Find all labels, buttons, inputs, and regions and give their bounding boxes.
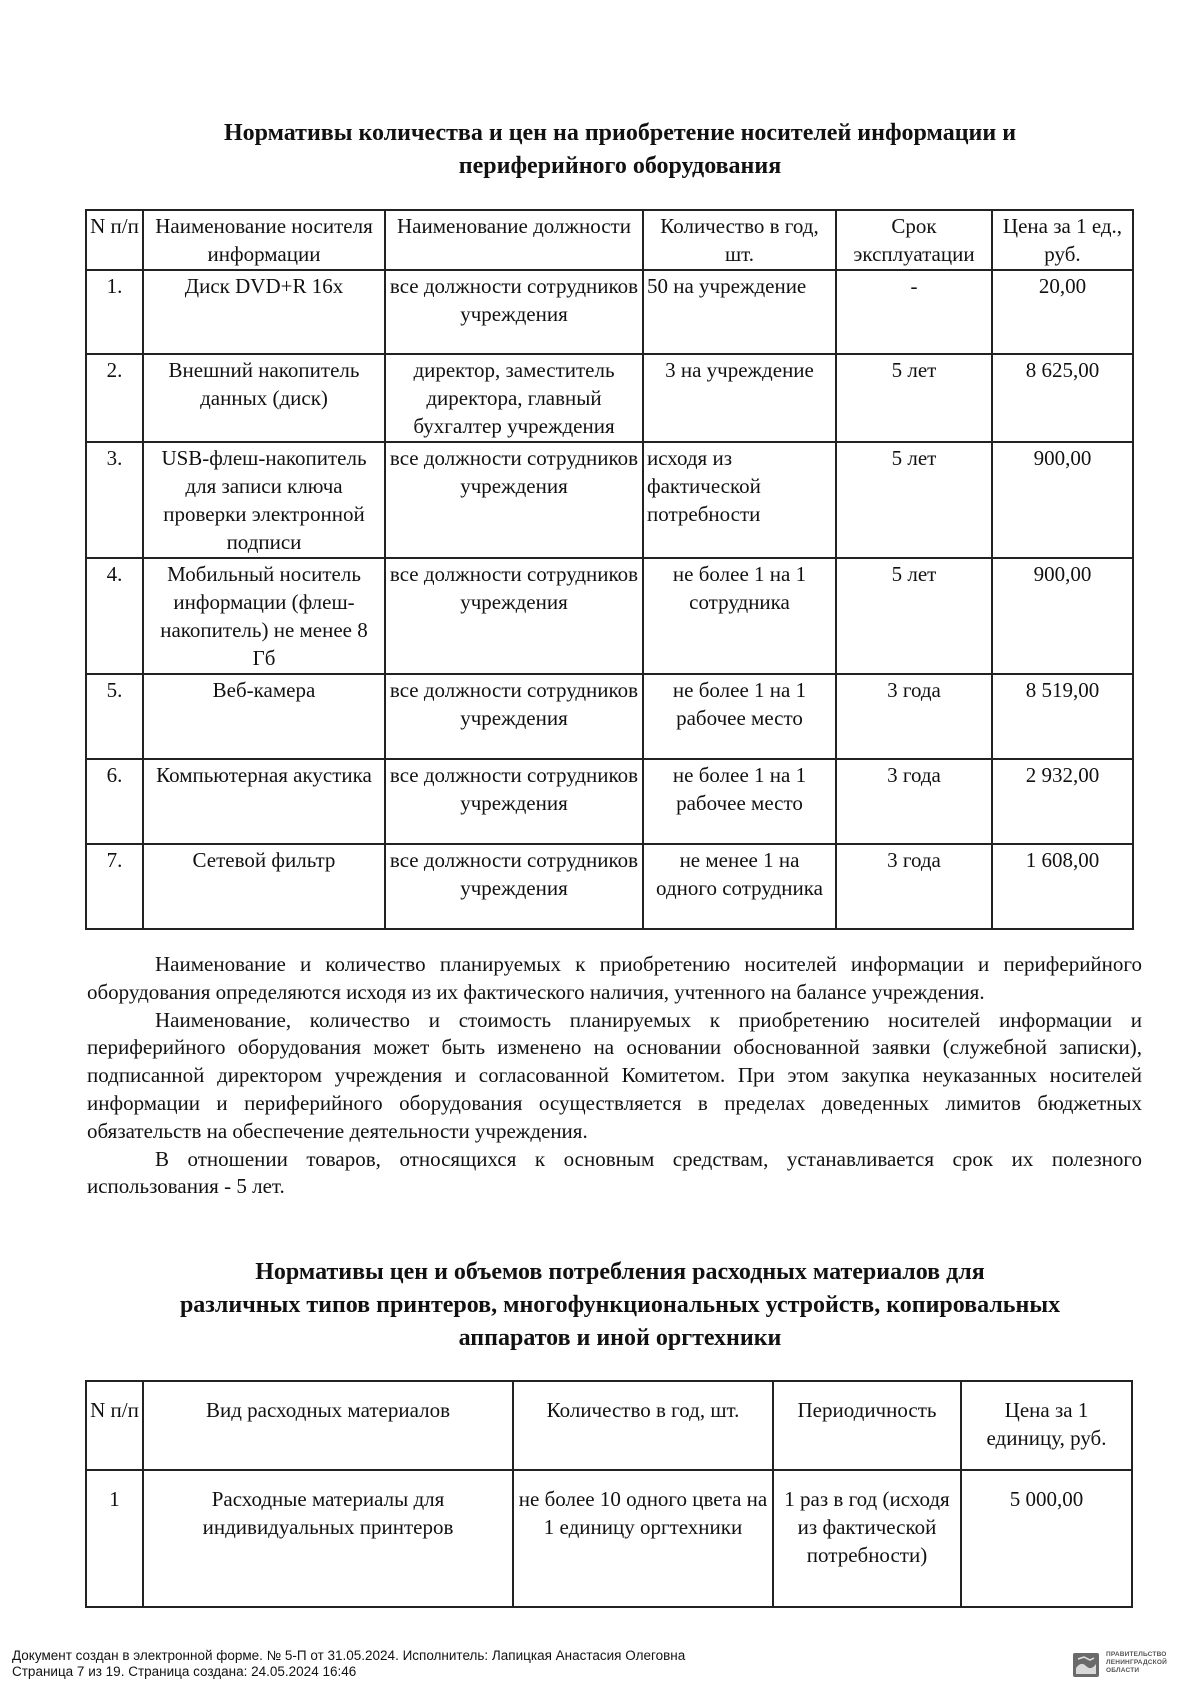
quantity: 50 на учреждение xyxy=(643,270,836,354)
logo-text-line3: ОБЛАСТИ xyxy=(1106,1667,1140,1674)
price: 5 000,00 xyxy=(961,1470,1132,1607)
term: 3 года xyxy=(836,844,992,929)
row-number: 2. xyxy=(86,354,143,442)
quantity: 3 на учреждение xyxy=(643,354,836,442)
table-row xyxy=(86,1470,1132,1607)
term: 3 года xyxy=(836,674,992,759)
section1-title-line2: периферийного оборудования xyxy=(458,153,782,179)
price: 2 932,00 xyxy=(992,759,1133,844)
header-period: Периодичность xyxy=(773,1381,961,1470)
media-name: Сетевой фильтр xyxy=(143,844,385,929)
position: все должности сотрудников учреждения xyxy=(385,759,643,844)
price: 20,00 xyxy=(992,270,1133,354)
row-number: 4. xyxy=(86,558,143,674)
body-text xyxy=(87,951,1142,1201)
price: 900,00 xyxy=(992,442,1133,558)
table-header-row xyxy=(86,1381,1132,1470)
price: 8 519,00 xyxy=(992,674,1133,759)
position: все должности сотрудников учреждения xyxy=(385,674,643,759)
coat-of-arms-icon xyxy=(1072,1652,1100,1678)
paragraph-1: Наименование и количество планируемых к приобретению носителей информации и периферийного оборудования определяются исходя из их фактического наличия, учтенного на балансе учреждения. xyxy=(87,952,1142,1004)
header-n: N п/п xyxy=(86,210,143,270)
header-term: Срок эксплуатации xyxy=(836,210,992,270)
row-number: 6. xyxy=(86,759,143,844)
position: все должности сотрудников учреждения xyxy=(385,270,643,354)
price: 8 625,00 xyxy=(992,354,1133,442)
logo-text-line1: ПРАВИТЕЛЬСТВО xyxy=(1106,1651,1167,1658)
media-name: USB-флеш-накопитель для записи ключа проверки электронной подписи xyxy=(143,442,385,558)
row-number: 3. xyxy=(86,442,143,558)
term: 5 лет xyxy=(836,354,992,442)
term: - xyxy=(836,270,992,354)
header-quantity: Количество в год, шт. xyxy=(513,1381,773,1470)
table-row xyxy=(86,674,1133,759)
government-logo xyxy=(1072,1650,1190,1684)
media-name: Компьютерная акустика xyxy=(143,759,385,844)
document-footer xyxy=(12,1648,685,1680)
footer-line1: Документ создан в электронной форме. № 5-П от 31.05.2024. Исполнитель: Лапицкая Анастасия Олеговна xyxy=(12,1648,686,1663)
quantity: не более 1 на 1 сотрудника xyxy=(643,558,836,674)
section2-title-line1: Нормативы цен и объемов потребления расходных материалов для xyxy=(255,1259,985,1285)
table-row xyxy=(86,759,1133,844)
paragraph-2: Наименование, количество и стоимость планируемых к приобретению носителей информации и периферийного оборудования может быть изменено на основании обоснованной заявки (служебной записки), подписанной директором учреждения и согласованной Комитетом. При этом закупка неуказанных носителей информации и периферийного оборудования осуществляется в пределах доведенных лимитов бюджетных обязательств на обеспечение деятельности учреждения. xyxy=(87,1007,1142,1143)
header-quantity: Количество в год, шт. xyxy=(643,210,836,270)
position: все должности сотрудников учреждения xyxy=(385,442,643,558)
media-name: Веб-камера xyxy=(143,674,385,759)
media-name: Внешний накопитель данных (диск) xyxy=(143,354,385,442)
quantity: не более 1 на 1 рабочее место xyxy=(643,759,836,844)
table-header-row xyxy=(86,210,1133,270)
header-price: Цена за 1 ед., руб. xyxy=(992,210,1133,270)
media-norms-table xyxy=(85,209,1134,930)
footer-line2: Страница 7 из 19. Страница создана: 24.05.2024 16:46 xyxy=(12,1664,357,1679)
period: 1 раз в год (исходя из фактической потребности) xyxy=(773,1470,961,1607)
quantity: не более 10 одного цвета на 1 единицу оргтехники xyxy=(513,1470,773,1607)
row-number: 7. xyxy=(86,844,143,929)
header-media-name: Наименование носителя информации xyxy=(143,210,385,270)
section2-title xyxy=(90,1256,1150,1355)
section1-title-line1: Нормативы количества и цен на приобретение носителей информации и xyxy=(223,120,1017,146)
paragraph-3: В отношении товаров, относящихся к основным средствам, устанавливается срок их полезного использования - 5 лет. xyxy=(87,1146,1142,1199)
table-row xyxy=(86,844,1133,929)
logo-text xyxy=(1106,1651,1167,1675)
price: 900,00 xyxy=(992,558,1133,674)
consumables-norms-table xyxy=(85,1380,1133,1608)
term: 3 года xyxy=(836,759,992,844)
position: директор, заместитель директора, главный бухгалтер учреждения xyxy=(385,354,643,442)
material: Расходные материалы для индивидуальных принтеров xyxy=(143,1470,513,1607)
table-row xyxy=(86,558,1133,674)
position: все должности сотрудников учреждения xyxy=(385,844,643,929)
term: 5 лет xyxy=(836,558,992,674)
quantity: не более 1 на 1 рабочее место xyxy=(643,674,836,759)
row-number: 1 xyxy=(86,1470,143,1607)
quantity: не менее 1 на одного сотрудника xyxy=(643,844,836,929)
header-position: Наименование должности xyxy=(385,210,643,270)
logo-text-line2: ЛЕНИНГРАДСКОЙ xyxy=(1106,1659,1167,1666)
header-n: N п/п xyxy=(86,1381,143,1470)
section2-title-line2: различных типов принтеров, многофункциональных устройств, копировальных xyxy=(179,1292,1061,1318)
media-name: Мобильный носитель информации (флеш-накопитель) не менее 8 Гб xyxy=(143,558,385,674)
header-price: Цена за 1 единицу, руб. xyxy=(961,1381,1132,1470)
media-name: Диск DVD+R 16x xyxy=(143,270,385,354)
section1-title xyxy=(90,117,1150,183)
term: 5 лет xyxy=(836,442,992,558)
position: все должности сотрудников учреждения xyxy=(385,558,643,674)
header-material: Вид расходных материалов xyxy=(143,1381,513,1470)
row-number: 1. xyxy=(86,270,143,354)
table-row xyxy=(86,354,1133,442)
quantity: исходя из фактической потребности xyxy=(643,442,836,558)
section2-title-line3: аппаратов и иной оргтехники xyxy=(458,1325,782,1351)
table-row xyxy=(86,442,1133,558)
price: 1 608,00 xyxy=(992,844,1133,929)
table-row xyxy=(86,270,1133,354)
row-number: 5. xyxy=(86,674,143,759)
